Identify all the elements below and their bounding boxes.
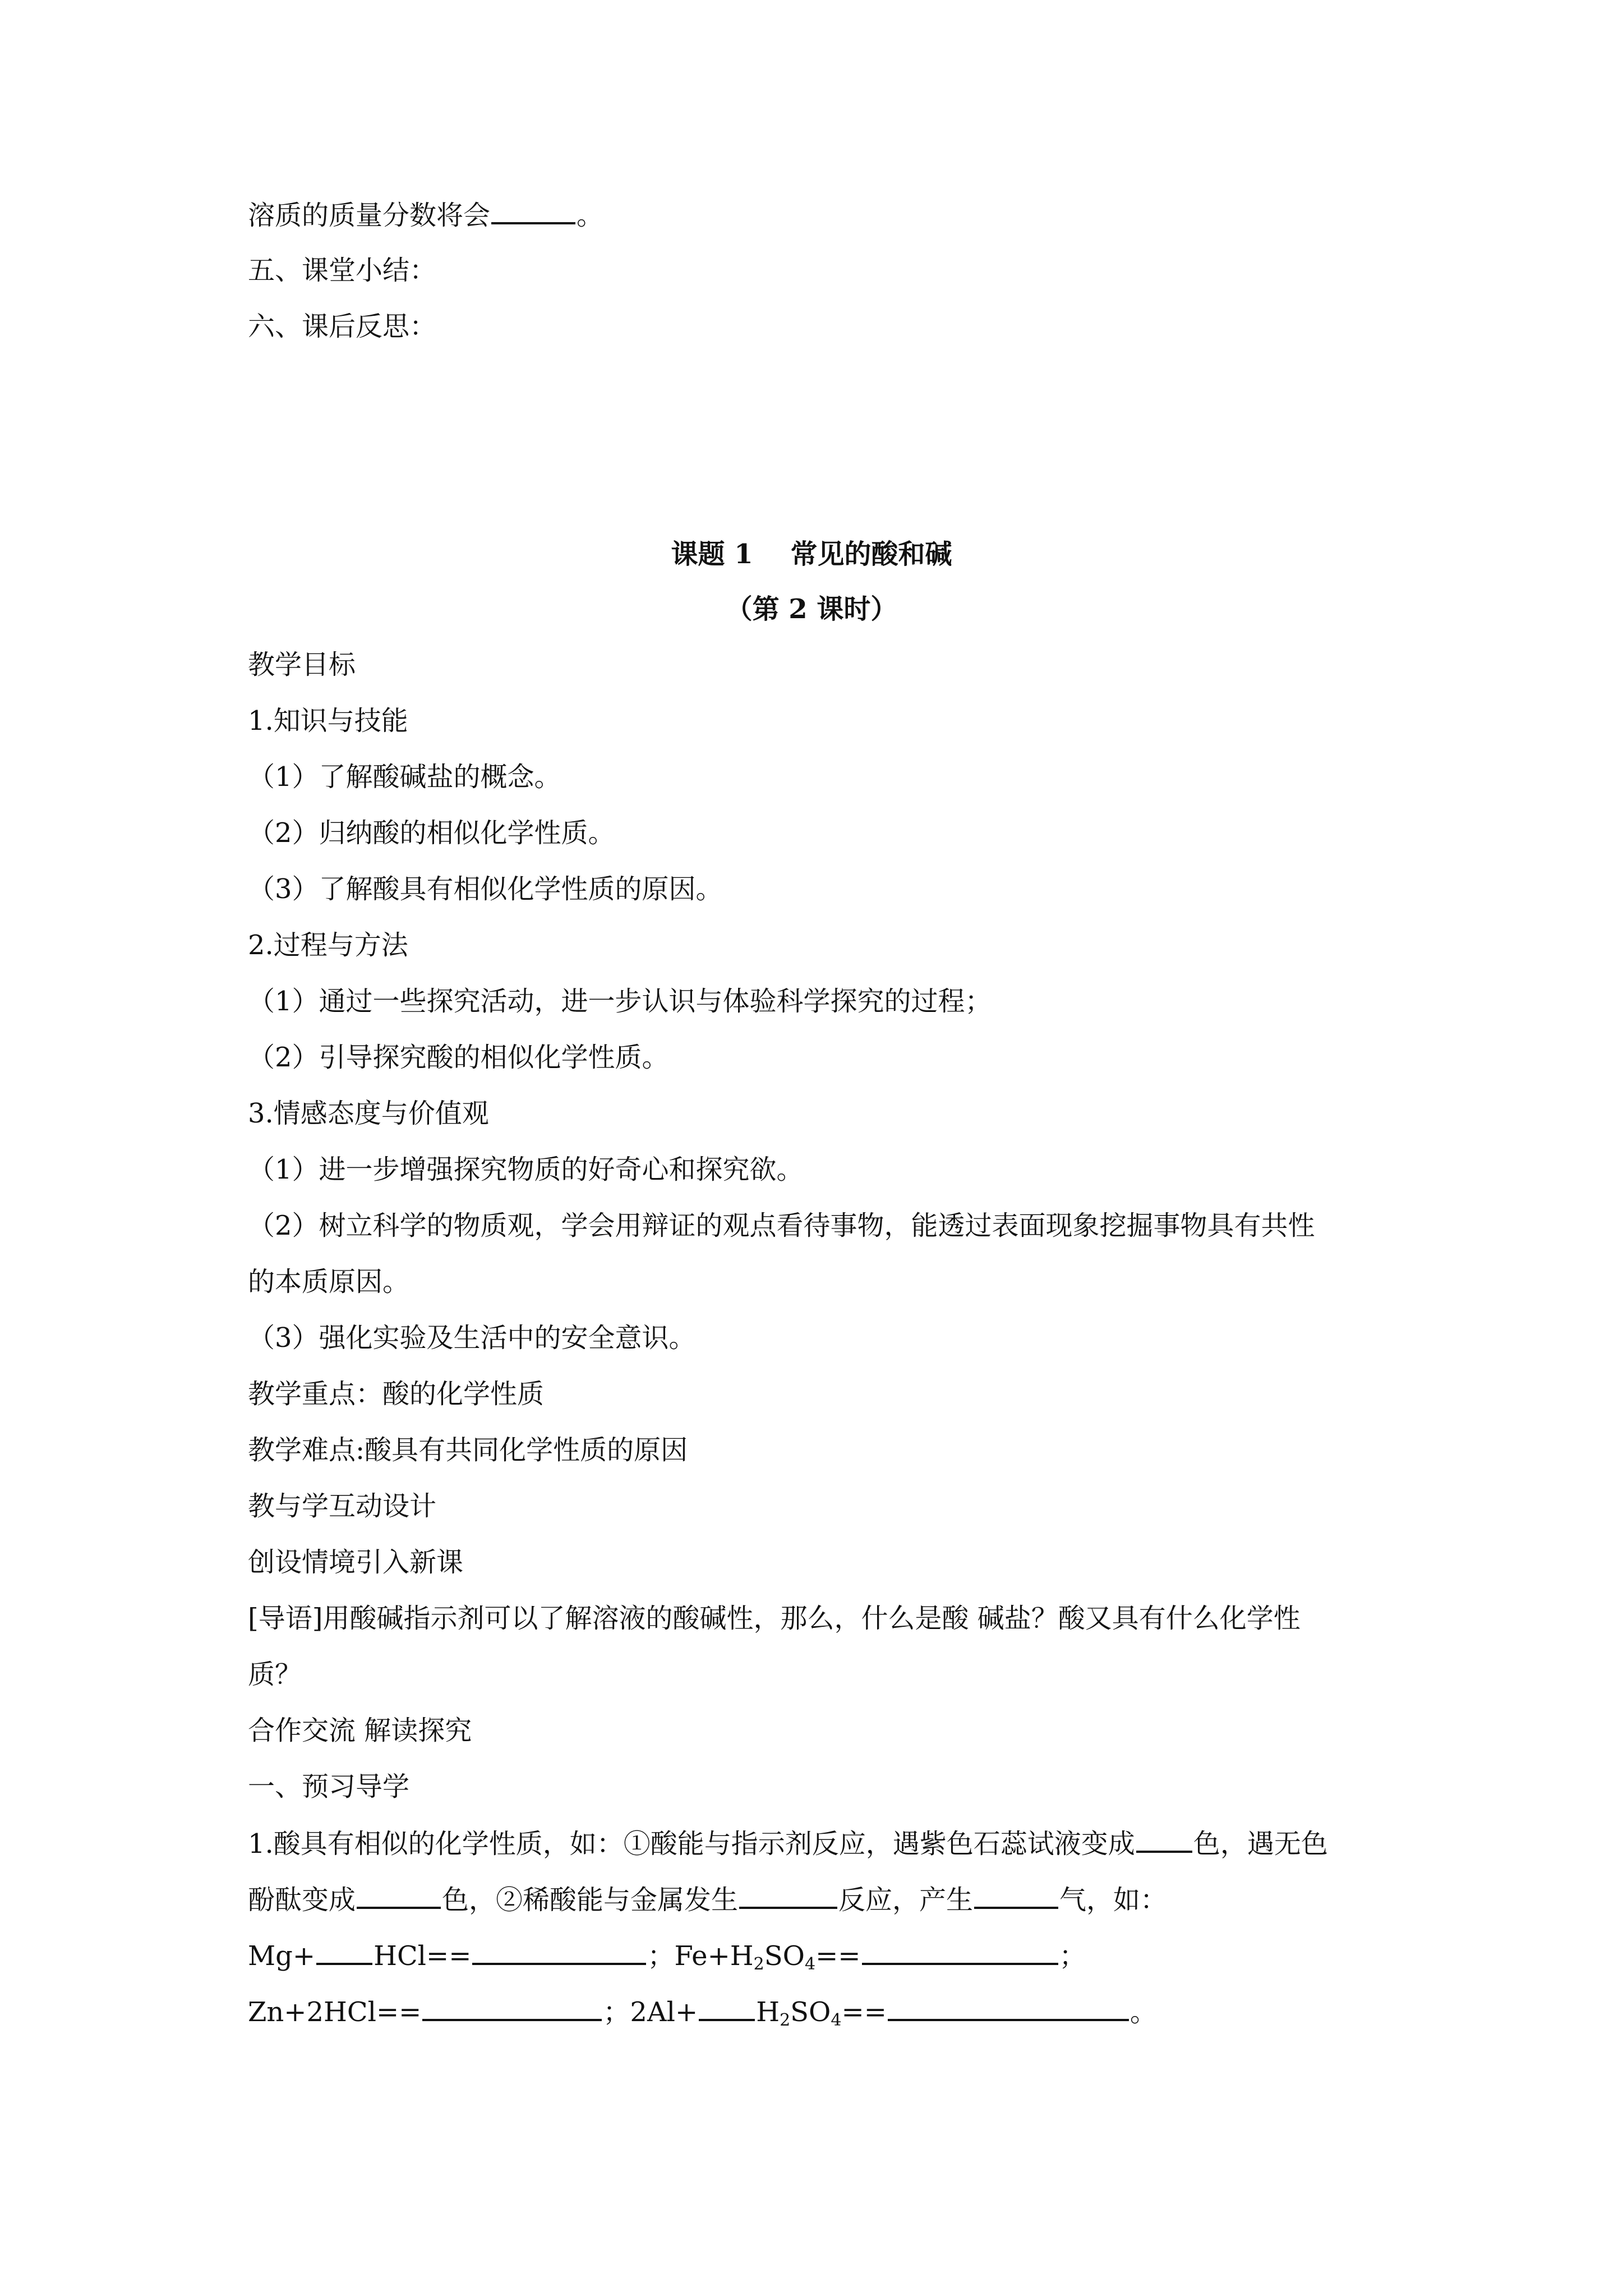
text-line: （1）进一步增强探究物质的好奇心和探究欲。 [248, 1154, 804, 1185]
text-segment: ； [1059, 1940, 1086, 1972]
equation-line [248, 1994, 1157, 2029]
text-segment: Fe+H [674, 1940, 754, 1972]
text-line: 2.过程与方法 [248, 930, 408, 961]
section-heading: 六、课后反思： [248, 311, 437, 342]
text-line: 合作交流 解读探究 [248, 1715, 472, 1746]
question-line [248, 1826, 1328, 1861]
text-line: 3.情感态度与价值观 [248, 1098, 489, 1129]
text-segment: ； [603, 1996, 630, 2028]
subscript: 4 [804, 1954, 816, 1974]
text-line: 质？ [248, 1659, 302, 1690]
fill-blank [974, 1882, 1058, 1909]
text-segment: 气，如： [1059, 1884, 1168, 1916]
fill-blank [1136, 1826, 1192, 1853]
text-segment: 。 [577, 200, 604, 231]
text-segment: HCl== [374, 1940, 472, 1972]
text-segment: 1.酸具有相似的化学性质，如：①酸能与指示剂反应，遇紫色石蕊试液变成 [248, 1828, 1135, 1860]
text-segment: Mg+ [248, 1940, 316, 1972]
equation-line [248, 1938, 1086, 1973]
fill-blank [491, 197, 575, 224]
subscript: 2 [780, 2010, 791, 2030]
text-line: [导语]用酸碱指示剂可以了解溶液的酸碱性，那么，什么是酸 碱盐？酸又具有什么化学性 [248, 1603, 1301, 1634]
text-line: 创设情境引入新课 [248, 1547, 464, 1578]
fill-blank [357, 1882, 441, 1909]
text-line: 教与学互动设计 [248, 1490, 437, 1522]
text-segment: == [815, 1940, 861, 1972]
text-segment: ； [647, 1940, 675, 1972]
text-line [248, 197, 603, 232]
section-heading: 五、课堂小结： [248, 255, 437, 286]
fill-blank [739, 1882, 837, 1909]
text-line: （2）引导探究酸的相似化学性质。 [248, 1042, 669, 1073]
text-segment: 色，②稀酸能与金属发生 [442, 1884, 739, 1916]
text-line: （2）归纳酸的相似化学性质。 [248, 817, 615, 849]
lesson-subtitle: （第 2 课时） [725, 593, 898, 625]
subscript: 4 [831, 2010, 842, 2030]
text-line: （3）了解酸具有相似化学性质的原因。 [248, 873, 723, 905]
fill-blank [316, 1938, 372, 1965]
text-segment: 溶质的质量分数将会 [248, 200, 491, 231]
text-segment: H [756, 1996, 780, 2028]
fill-blank [888, 1994, 1129, 2021]
text-line: 教学重点：酸的化学性质 [248, 1378, 545, 1410]
fill-blank [862, 1938, 1058, 1965]
text-segment: 反应，产生 [838, 1884, 974, 1916]
subscript: 2 [753, 1954, 764, 1974]
text-segment: == [841, 1996, 887, 2028]
text-segment: SO [790, 1996, 831, 2028]
lesson-title: 课题 1 常见的酸和碱 [671, 539, 952, 570]
text-segment: Zn+2HCl== [248, 1996, 422, 2028]
section-heading: 一、预习导学 [248, 1771, 410, 1802]
text-segment: SO [764, 1940, 805, 1972]
question-line [248, 1882, 1167, 1917]
fill-blank [699, 1994, 755, 2021]
text-line: 1.知识与技能 [248, 705, 408, 737]
fill-blank [422, 1994, 602, 2021]
text-line: （1）了解酸碱盐的概念。 [248, 761, 561, 793]
text-segment: 酚酞变成 [248, 1884, 356, 1916]
text-line: 教学难点:酸具有共同化学性质的原因 [248, 1434, 688, 1466]
text-segment: 2Al+ [630, 1996, 698, 2028]
section-heading: 教学目标 [248, 649, 356, 680]
fill-blank [472, 1938, 646, 1965]
text-segment: 。 [1129, 1996, 1157, 2028]
text-line: （3）强化实验及生活中的安全意识。 [248, 1322, 696, 1354]
text-line: （2）树立科学的物质观，学会用辩证的观点看待事物，能透过表面现象挖掘事物具有共性 [248, 1210, 1315, 1241]
text-segment: 色，遇无色 [1193, 1828, 1328, 1860]
text-line: 的本质原因。 [248, 1266, 410, 1297]
text-line: （1）通过一些探究活动，进一步认识与体验科学探究的过程； [248, 986, 992, 1017]
